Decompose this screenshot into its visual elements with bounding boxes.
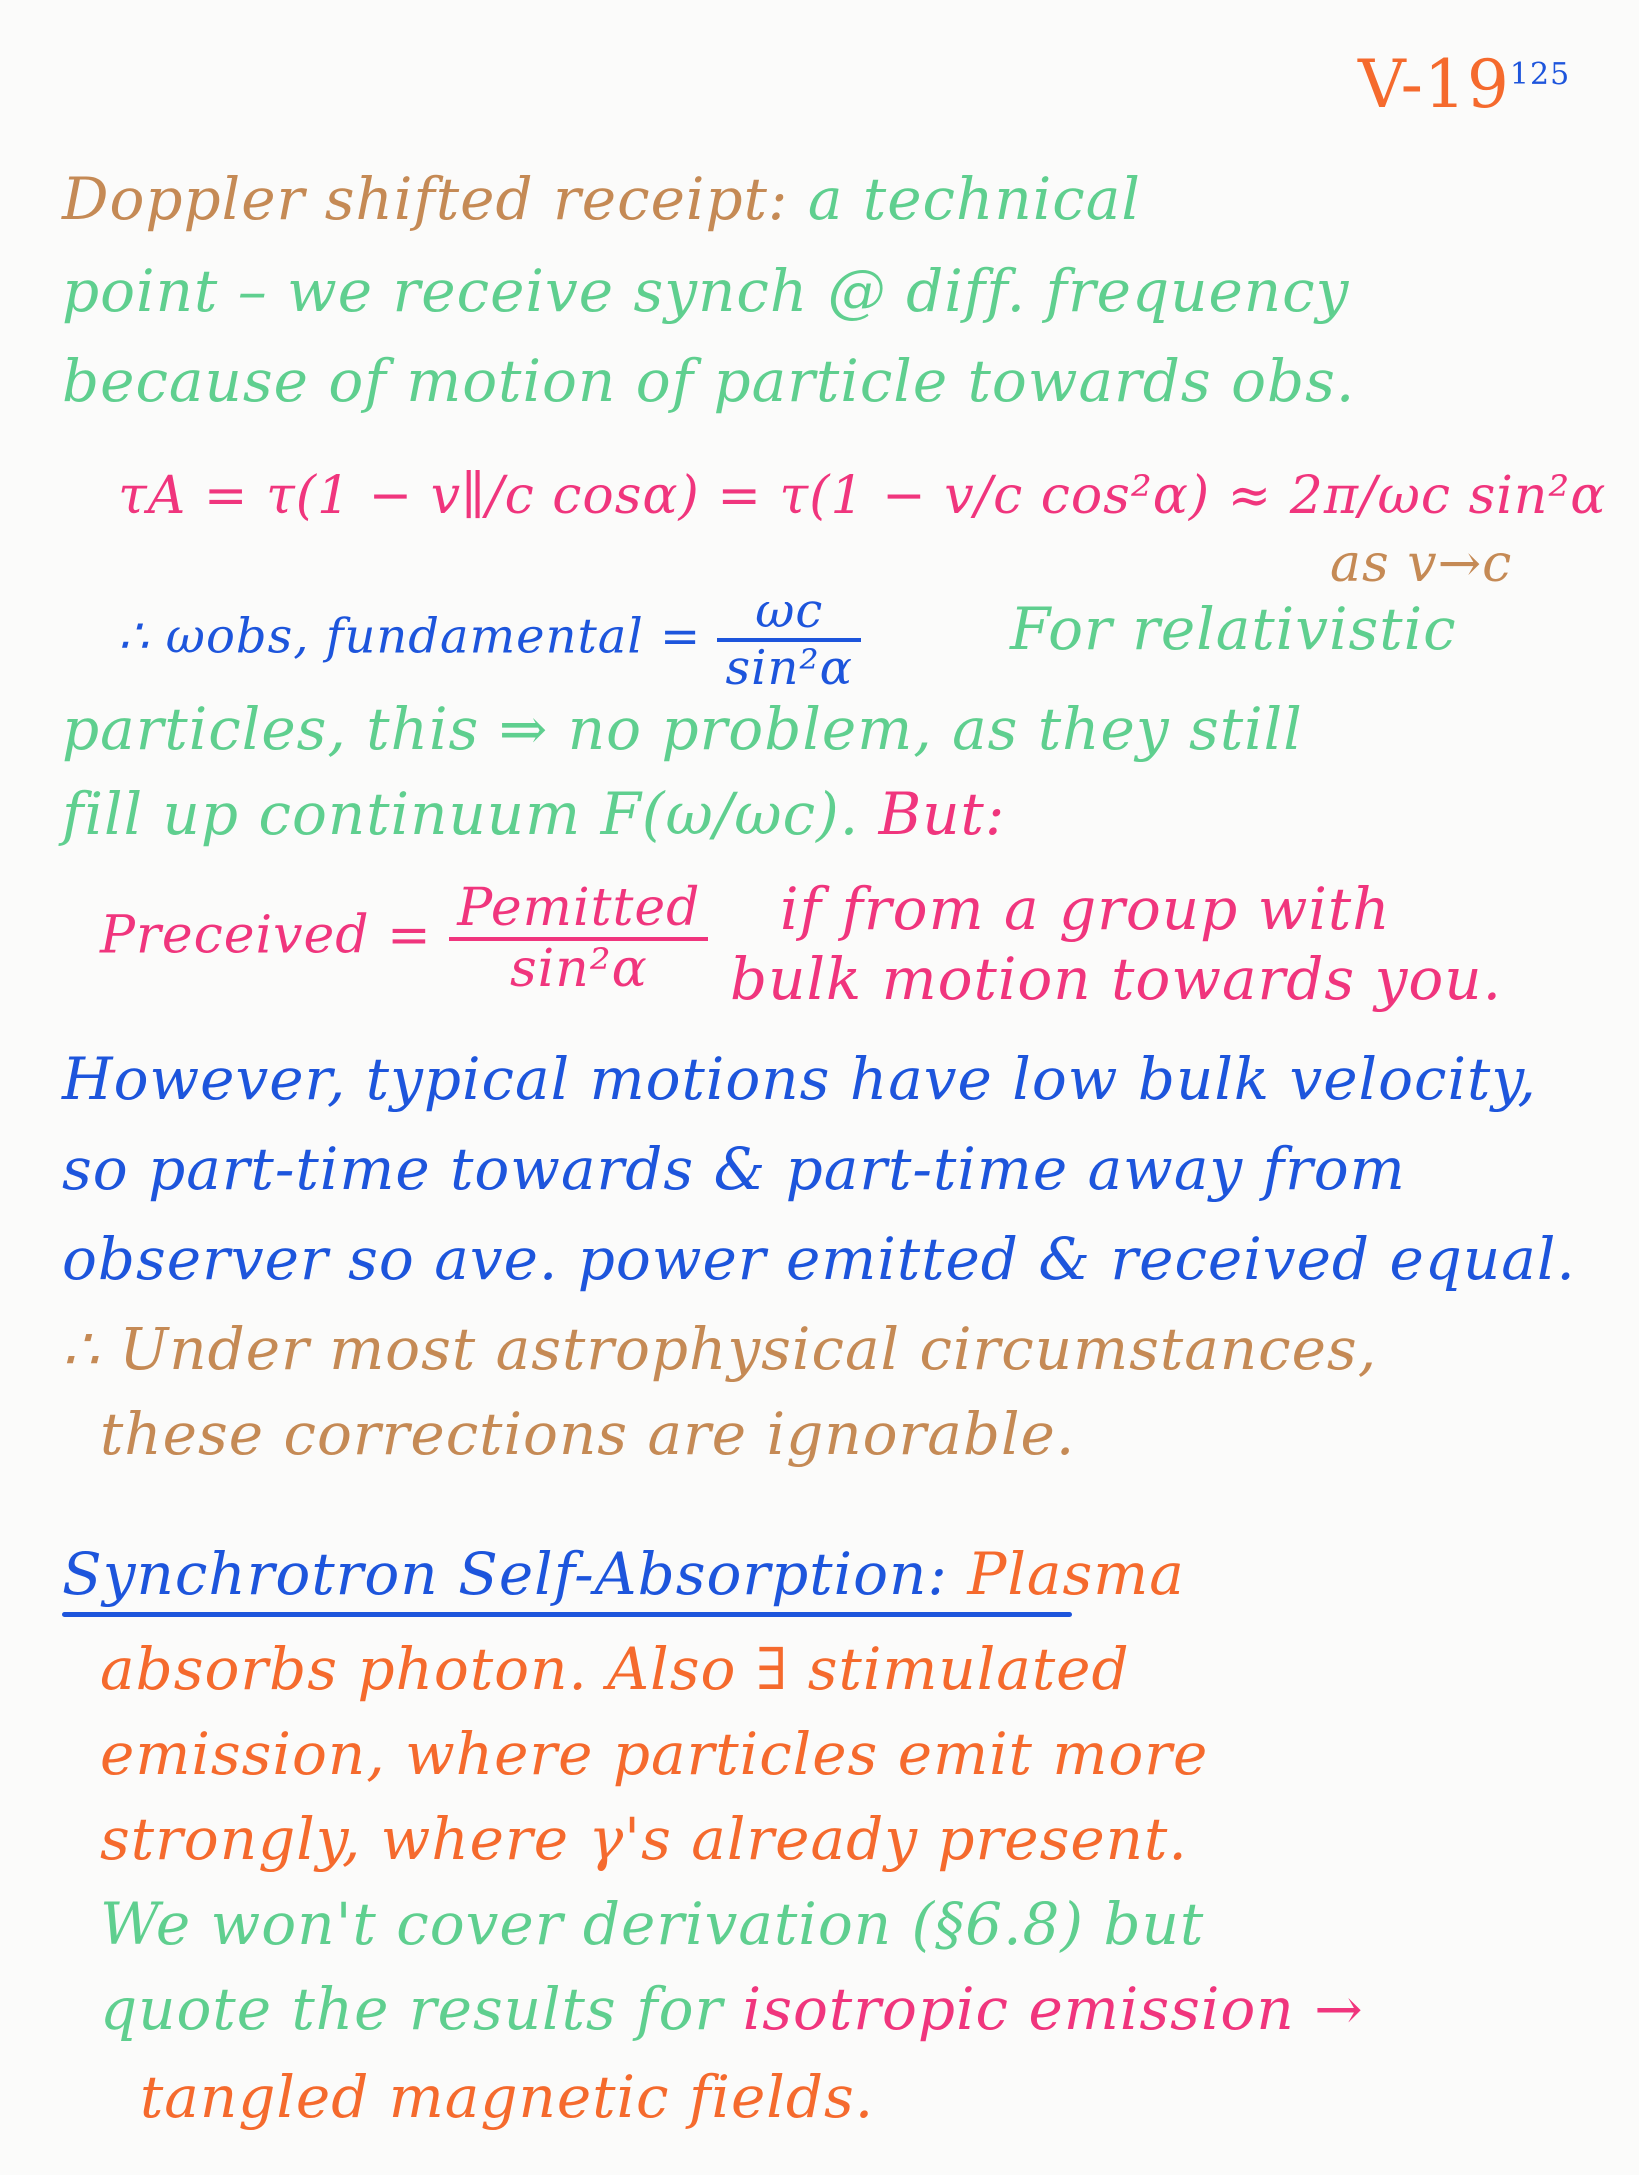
line-8: so part-time towards & part-time away from [62, 1135, 1406, 1203]
doppler-heading-cont: a technical [807, 165, 1141, 233]
line-6-text: fill up continuum F(ω/ωc). [62, 780, 860, 848]
section-line-6 [100, 1975, 1364, 2043]
equation-omega-numerator: ωc [717, 585, 861, 642]
line-3: because of motion of particle towards obs. [62, 347, 1356, 415]
page-number-roman: V-19 [1358, 46, 1510, 123]
equation-power-note-2: bulk motion towards you. [730, 945, 1503, 1013]
page-number [1358, 46, 1571, 123]
line-5: particles, this ⇒ no problem, as they still [62, 695, 1303, 763]
section-line-7: tangled magnetic fields. [140, 2063, 875, 2131]
section-line-5: We won't cover derivation (§6.8) but [100, 1890, 1205, 1958]
equation-omega-fraction [717, 585, 861, 695]
equation-power-fraction [449, 880, 708, 998]
line-9: observer so ave. power emitted & received equal. [62, 1225, 1576, 1293]
equation-tau-note: as v→c [1330, 534, 1513, 594]
equation-power-numerator: Pemitted [449, 880, 708, 941]
section-title: Synchrotron Self-Absorption: [62, 1540, 948, 1608]
section-title-underline [62, 1612, 1072, 1617]
equation-power-denominator: sin²α [509, 939, 648, 1000]
equation-omega [118, 585, 861, 695]
equation-power-lhs: Preceived = [100, 905, 432, 966]
equation-omega-denominator: sin²α [725, 639, 854, 696]
equation-omega-lhs: ∴ ωobs, fundamental = [118, 608, 702, 665]
doppler-heading: Doppler shifted receipt: [62, 165, 789, 233]
section-title-cont: Plasma [967, 1540, 1185, 1608]
line-doppler-title [62, 165, 1141, 233]
section-line-6a: quote the results for [100, 1975, 724, 2043]
line-2: point – we receive synch @ diff. frequency [62, 257, 1350, 325]
line-7: However, typical motions have low bulk velocity, [62, 1045, 1537, 1113]
line-11: these corrections are ignorable. [100, 1400, 1076, 1468]
line-6-but: But: [878, 780, 1006, 848]
section-line-3: emission, where particles emit more [100, 1720, 1209, 1788]
equation-power [100, 880, 708, 998]
line-10: ∴ Under most astrophysical circumstances, [62, 1315, 1378, 1383]
equation-tau: τA = τ(1 − v∥/c cosα) = τ(1 − v/c cos²α) ≈ 2π/ωc sin²α [118, 466, 1607, 526]
section-line-4: strongly, where γ's already present. [100, 1805, 1188, 1873]
line-6 [62, 780, 1006, 848]
page-number-sup: 125 [1509, 57, 1571, 92]
section-line-6b: isotropic emission → [742, 1975, 1364, 2043]
line-section-title [62, 1540, 1185, 1608]
section-line-2: absorbs photon. Also ∃ stimulated [100, 1635, 1130, 1703]
line-4: For relativistic [1010, 595, 1457, 663]
equation-power-note-1: if from a group with [780, 875, 1391, 943]
